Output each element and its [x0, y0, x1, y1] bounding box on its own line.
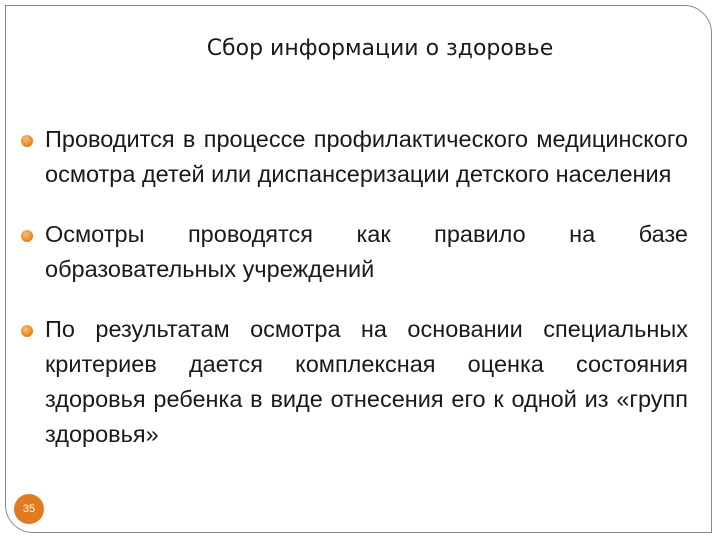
bullet-item	[21, 312, 688, 452]
bullet-text: По результатам осмотра на основании специальных критериев дается комплексная оценка состояния здоровья ребенка в виде отнесения его к одной из «групп здоровья»	[45, 316, 688, 447]
bullet-text: Проводится в процессе профилактического медицинского осмотра детей или диспансеризации детского населения	[45, 126, 688, 187]
bullet-dot-icon	[21, 325, 33, 337]
bullet-dot-icon	[21, 230, 33, 242]
slide-title: Сбор информации о здоровье	[206, 36, 554, 61]
page-number-badge: 35	[14, 494, 44, 524]
bullet-list	[21, 122, 688, 477]
bullet-item	[21, 122, 688, 192]
bullet-dot-icon	[21, 135, 33, 147]
bullet-item	[21, 217, 688, 287]
bullet-text: Осмотры проводятся как правило на базе образовательных учреждений	[45, 221, 688, 282]
